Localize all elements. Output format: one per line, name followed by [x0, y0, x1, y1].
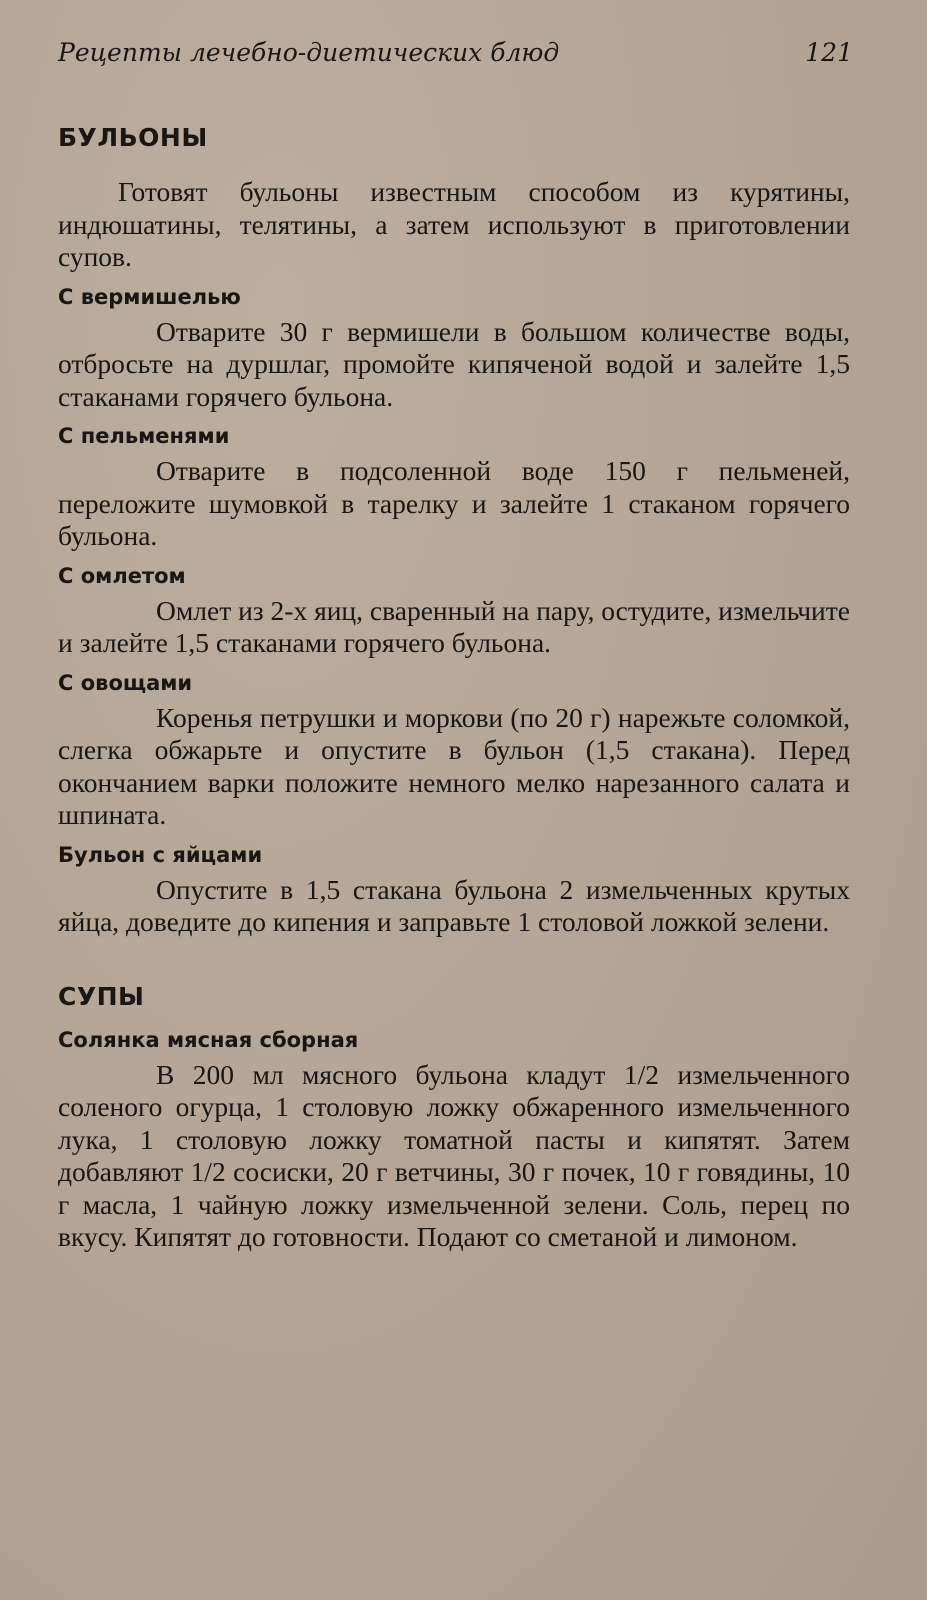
recipe-text: Опустите в 1,5 стакана бульона 2 измельченных крутых яйца, доведите до кипения и заправьте 1 столовой ложкой зелени. [58, 873, 850, 937]
recipe-text: Отварите 30 г вермишели в большом количестве воды, отбросьте на дуршлаг, промойте кипяченой водой и залейте 1,5 стаканами горячего бульона. [58, 315, 850, 412]
recipe-title: С пельменями [58, 424, 230, 448]
page-number: 121 [805, 38, 853, 67]
section-heading-broths: БУЛЬОНЫ [58, 123, 208, 152]
section-intro-broths: Готовят бульоны известным способом из курятины, индюшатины, телятины, а затем используют в приготовлении супов. [58, 176, 850, 272]
recipe-title: Солянка мясная сборная [58, 1027, 359, 1052]
recipe-text: Отварите в подсоленной воде 150 г пельменей, переложите шумовкой в тарелку и залейте 1 стаканом горячего бульона. [58, 455, 850, 551]
recipe-title: С овощами [58, 670, 193, 695]
recipe-title: Бульон с яйцами [58, 842, 263, 867]
recipe-text: В 200 мл мясного бульона кладут 1/2 измельченного соленого огурца, 1 столовую ложку обжаренного измельченного лука, 1 столовую ложку томатной пасты и кипятят. Затем добавляют 1/2 сосиски, 20 г ветчины, 30 г почек, 10 г говядины, 10 г масла, 1 чайную ложку измельченной зелени. Соль, перец по вкусу. Кипятят до готовности. Подают со сметаной и лимоном. [58, 1058, 850, 1252]
recipe-title: С омлетом [58, 563, 186, 588]
running-header [58, 38, 853, 78]
section-heading-soups: СУПЫ [58, 981, 145, 1011]
page-content [58, 118, 850, 1258]
running-title: Рецепты лечебно-диетических блюд [58, 38, 560, 67]
recipe-title: С вермишелью [58, 284, 241, 309]
recipe-text: Омлет из 2-х яиц, сваренный на пару, остудите, измельчите и залейте 1,5 стаканами горячего бульона. [58, 594, 850, 658]
recipe-text: Коренья петрушки и моркови (по 20 г) нарежьте соломкой, слегка обжарьте и опустите в бульон (1,5 стакана). Перед окончанием варки положите немного мелко нарезанного салата и шпината. [58, 701, 850, 830]
